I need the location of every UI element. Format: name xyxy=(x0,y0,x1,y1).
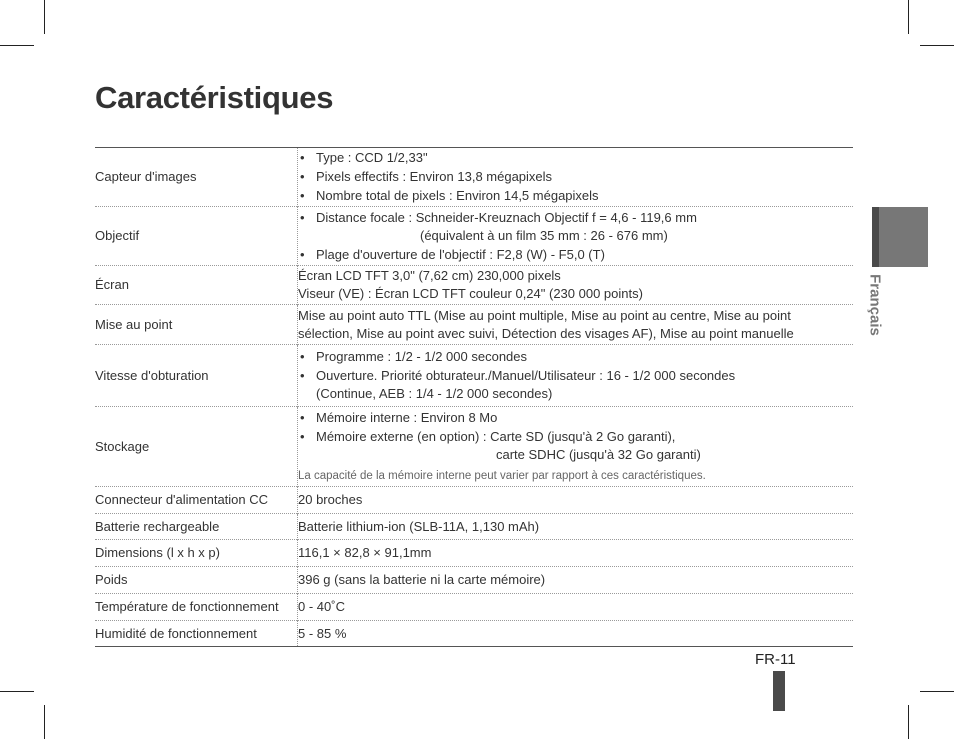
page-number-bar xyxy=(773,671,785,711)
crop-mark xyxy=(920,691,954,692)
crop-mark xyxy=(0,691,34,692)
crop-mark xyxy=(44,705,45,739)
table-row xyxy=(95,345,853,407)
list-item: • Plage d'ouverture de l'objectif : F2,8 (W) - F5,0 (T) xyxy=(298,246,853,264)
list-item: • Type : CCD 1/2,33" xyxy=(298,149,853,167)
list-item xyxy=(298,428,853,464)
spec-value xyxy=(298,148,854,207)
spec-value xyxy=(298,305,854,345)
value-line: Écran LCD TFT 3,0" (7,62 cm) 230,000 pixels xyxy=(298,268,561,283)
table-row xyxy=(95,594,853,621)
spec-label: Poids xyxy=(95,567,298,594)
table-row xyxy=(95,621,853,647)
spec-value: 0 - 40˚C xyxy=(298,599,345,614)
spec-value xyxy=(298,266,854,305)
continuation-text: (équivalent à un film 35 mm : 26 - 676 mm) xyxy=(420,227,668,243)
table-row xyxy=(95,567,853,594)
table-row xyxy=(95,266,853,305)
table-row xyxy=(95,407,853,487)
table-row xyxy=(95,207,853,266)
list-item-text: Ouverture. Priorité obturateur./Manuel/Utilisateur : 16 - 1/2 000 secondes xyxy=(316,368,736,383)
spec-value: 5 - 85 % xyxy=(298,625,347,641)
spec-table xyxy=(95,147,853,647)
spec-value xyxy=(298,207,854,266)
list-item: • Nombre total de pixels : Environ 14,5 mégapixels xyxy=(298,187,853,205)
crop-mark xyxy=(44,0,45,34)
spec-value xyxy=(298,407,854,487)
spec-label: Connecteur d'alimentation CC xyxy=(95,487,298,514)
language-tab-label: Français xyxy=(866,274,884,336)
continuation-text: carte SDHC (jusqu'à 32 Go garanti) xyxy=(496,447,701,462)
spec-label: Dimensions (l x h x p) xyxy=(95,540,298,567)
crop-mark xyxy=(0,45,34,46)
spec-label: Vitesse d'obturation xyxy=(95,345,298,407)
footnote: La capacité de la mémoire interne peut varier par rapport à ces caractéristiques. xyxy=(298,470,706,482)
list-item-text: Distance focale : Schneider-Kreuznach Objectif f = 4,6 - 119,6 mm xyxy=(316,209,697,225)
language-tab-block xyxy=(872,207,928,267)
list-item: • Programme : 1/2 - 1/2 000 secondes xyxy=(298,348,853,366)
page-number: FR-11 xyxy=(755,651,796,668)
table-row xyxy=(95,305,853,345)
table-row xyxy=(95,514,853,540)
spec-label: Objectif xyxy=(95,207,298,266)
spec-label: Mise au point xyxy=(95,305,298,345)
spec-value: 20 broches xyxy=(298,492,363,507)
spec-label: Humidité de fonctionnement xyxy=(95,621,298,647)
crop-mark xyxy=(908,0,909,34)
crop-mark xyxy=(908,705,909,739)
spec-label: Capteur d'images xyxy=(95,148,298,207)
spec-label: Stockage xyxy=(95,407,298,487)
list-item: • Pixels effectifs : Environ 13,8 mégapixels xyxy=(298,168,853,186)
page-title: Caractéristiques xyxy=(95,80,334,115)
spec-value xyxy=(298,345,854,407)
table-row xyxy=(95,487,853,514)
value-line: sélection, Mise au point avec suivi, Détection des visages AF), Mise au point manuelle xyxy=(298,325,794,341)
value-line: Viseur (VE) : Écran LCD TFT couleur 0,24" (230 000 points) xyxy=(298,286,643,301)
crop-mark xyxy=(920,45,954,46)
spec-label: Température de fonctionnement xyxy=(95,594,298,621)
value-line: Mise au point auto TTL (Mise au point multiple, Mise au point au centre, Mise au point xyxy=(298,307,791,323)
spec-value: Batterie lithium-ion (SLB-11A, 1,130 mAh) xyxy=(298,518,540,534)
list-item-text: Mémoire externe (en option) : Carte SD (jusqu'à 2 Go garanti), xyxy=(316,429,676,444)
spec-value: 396 g (sans la batterie ni la carte mémoire) xyxy=(298,572,546,587)
list-item: • Mémoire interne : Environ 8 Mo xyxy=(298,409,853,427)
table-row xyxy=(95,540,853,567)
spec-label: Batterie rechargeable xyxy=(95,514,298,540)
list-item xyxy=(298,209,853,245)
list-item xyxy=(298,367,853,403)
continuation-text: (Continue, AEB : 1/4 - 1/2 000 secondes) xyxy=(316,386,553,401)
spec-value: 116,1 × 82,8 × 91,1mm xyxy=(298,545,432,560)
table-row xyxy=(95,148,853,207)
spec-label: Écran xyxy=(95,266,298,305)
